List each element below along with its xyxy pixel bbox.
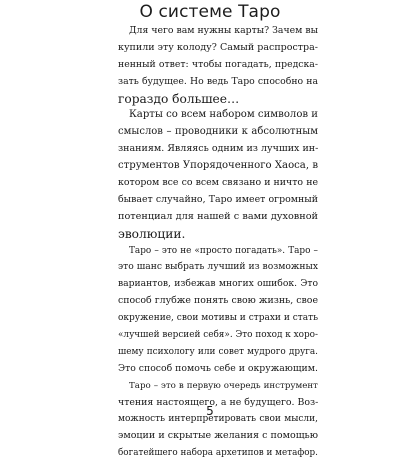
page-number: 5 (206, 404, 214, 418)
text-line: Таро – это не «просто погадать». Таро – (129, 245, 318, 256)
text-line: богатейшего набора архетипов и метафор. (118, 448, 318, 459)
text-line: котором все со всем связано и ничто не (118, 177, 318, 189)
paragraph-3 (118, 243, 318, 378)
text-line: «лучшей версией себя». Это поход к хоро- (118, 330, 318, 341)
text-line: можность интерпретировать свои мысли, (118, 414, 318, 425)
text-line: вариантов, избежав многих ошибок. Это (118, 278, 318, 290)
body-text (118, 23, 318, 462)
text-line: окружение, свои мотивы и страхи и стать (118, 313, 318, 324)
text-line: способ глубже понять свою жизнь, свое (118, 295, 318, 307)
text-line: смыслов – проводники к абсолютным (118, 126, 318, 138)
text-line: потенциал для нашей с вами духовной (118, 210, 318, 222)
paragraph-1 (118, 23, 318, 107)
text-line: гораздо большее… (118, 91, 240, 106)
text-line: Для чего вам нужны карты? Зачем вы (129, 25, 318, 36)
text-line: шему психологу или совет мудрого друга. (118, 346, 318, 357)
text-line: ненный ответ: чтобы погадать, предска- (118, 58, 318, 70)
text-line: Карты со всем набором символов и (129, 109, 319, 121)
text-line: зать будущее. Но ведь Таро способно на (118, 75, 318, 87)
text-line: эмоции и скрытые желания с помощью (118, 430, 318, 442)
text-line: Таро – это в первую очередь инструмент (129, 380, 318, 391)
text-line: эволюции. (118, 226, 186, 241)
text-line: струментов Упорядоченного Хаоса, в (118, 160, 318, 172)
page-title: О системе Таро (139, 2, 281, 22)
text-line: это шанс выбрать лучший из возможных (118, 261, 318, 273)
text-line: купили эту колоду? Самый распростра- (118, 41, 318, 53)
text-line: бывает случайно, Таро имеет огромный (118, 193, 318, 205)
text-line: знаниям. Являясь одним из лучших ин- (118, 143, 319, 155)
text-line: чтения настоящего, а не будущего. Воз- (118, 396, 319, 408)
paragraph-2 (118, 107, 318, 242)
text-line: Это способ помочь себе и окружающим. (118, 362, 318, 374)
